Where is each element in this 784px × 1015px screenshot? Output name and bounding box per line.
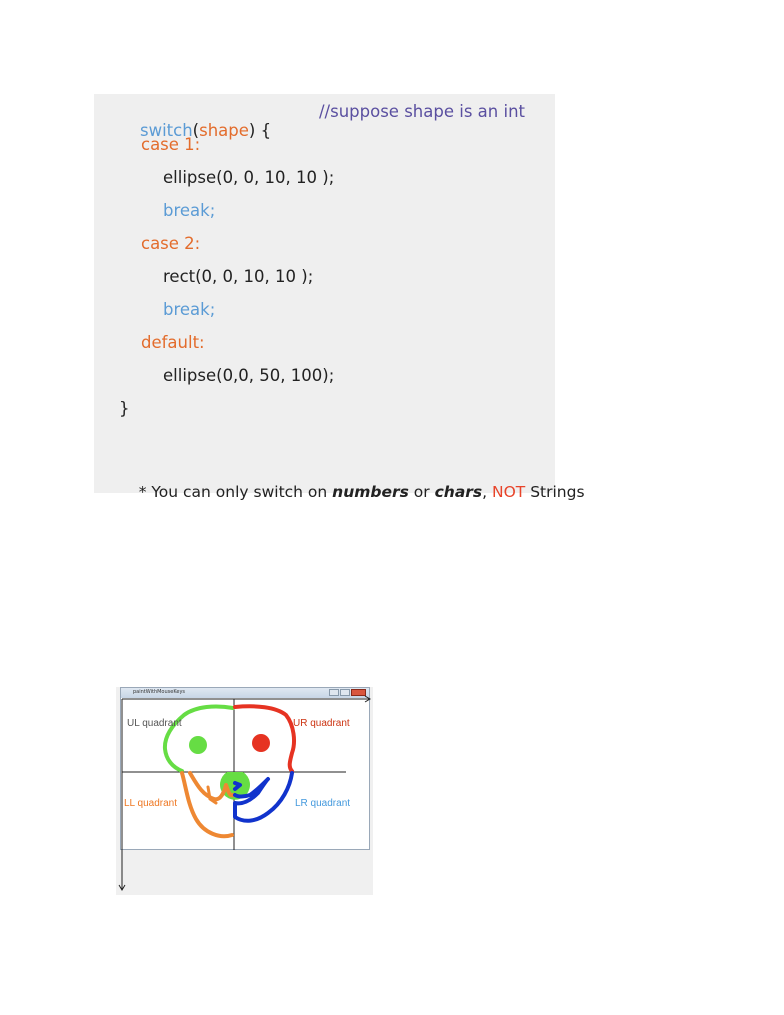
case-1-label: case 1: (141, 135, 201, 154)
code-snippet-box (94, 94, 585, 501)
case-2-label: case 2: (141, 234, 201, 253)
note-or: or (408, 483, 435, 501)
rect-call: rect(0, 0, 10, 10 ); (163, 267, 314, 286)
break-statement-2: break; (163, 300, 216, 319)
left-eye (189, 736, 207, 754)
ll-quadrant-label: LL quadrant (124, 798, 178, 809)
ul-quadrant-label: UL quadrant (127, 718, 182, 729)
shape-variable: shape (199, 121, 249, 140)
lr-quadrant-label: LR quadrant (295, 798, 351, 809)
break-statement-1: break; (163, 201, 216, 220)
close-brace: ) { (248, 121, 272, 140)
window-title: paintWithMouseKeys (133, 689, 186, 695)
note-prefix: * You can only switch on (138, 483, 333, 501)
code-comment: //suppose shape is an int (319, 102, 525, 121)
switch-keyword: switch (139, 121, 193, 140)
note-chars: chars (434, 483, 483, 501)
ll-tooth (208, 787, 216, 803)
right-eye (252, 734, 270, 752)
ur-quadrant-label: UR quadrant (293, 718, 350, 729)
note-numbers: numbers (332, 483, 409, 501)
default-label: default: (141, 333, 205, 352)
open-paren: ( (192, 121, 200, 140)
note-not: NOT (492, 483, 526, 501)
ellipse-default-call: ellipse(0,0, 50, 100); (163, 366, 335, 385)
switch-note (119, 465, 585, 519)
ellipse-call: ellipse(0, 0, 10, 10 ); (163, 168, 335, 187)
note-comma: , (482, 483, 493, 501)
note-strings: Strings (525, 483, 585, 501)
closing-brace: } (119, 399, 130, 418)
sketch-screenshot (116, 687, 373, 895)
